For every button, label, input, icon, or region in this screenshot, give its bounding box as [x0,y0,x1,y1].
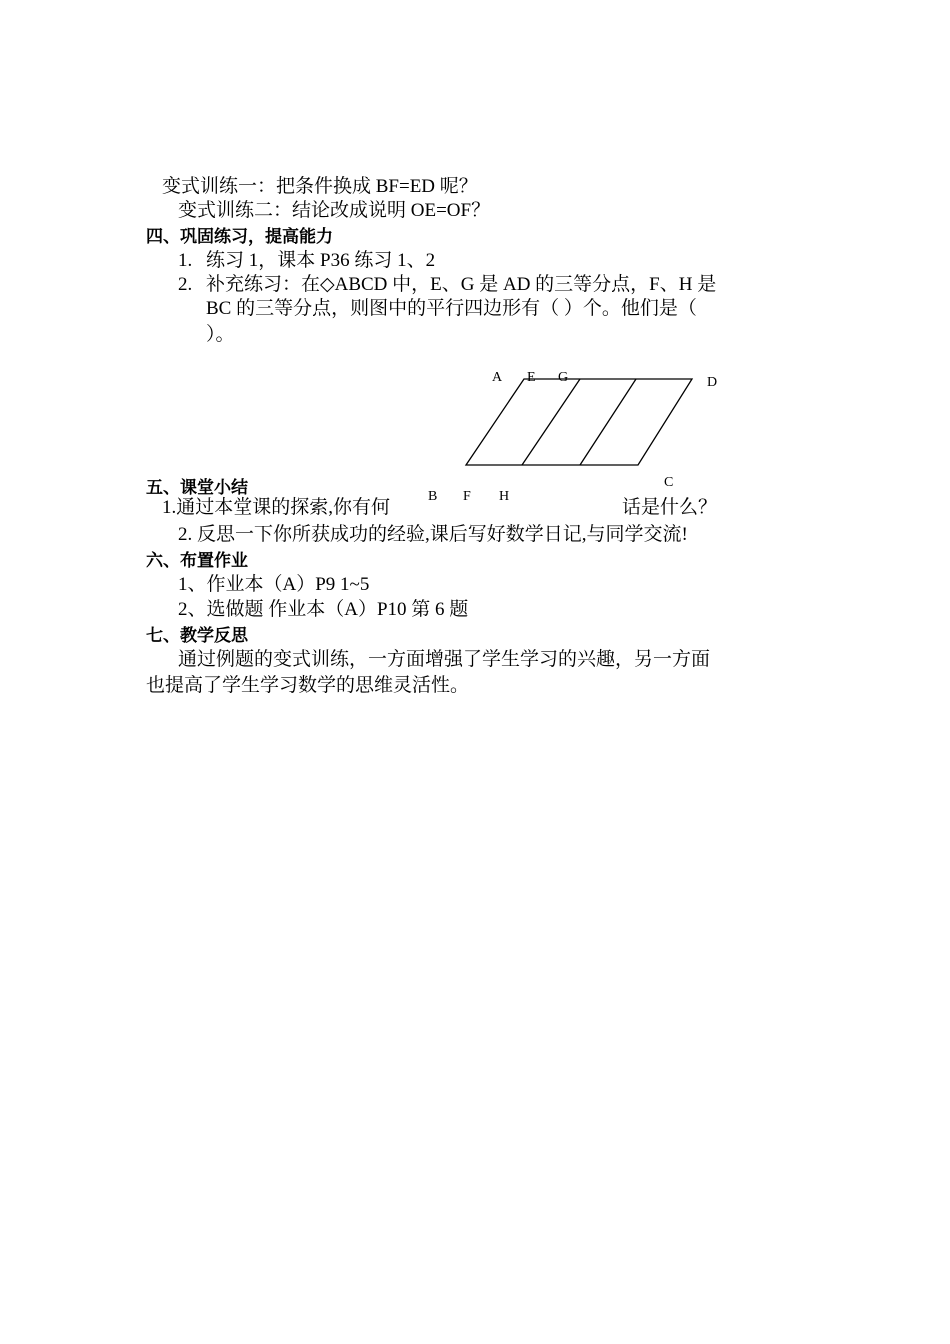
section-6-item-2: 2、选做题 作业本（A）P10 第 6 题 [178,599,469,620]
parallelogram-abcd [466,379,692,465]
label-c: C [664,475,674,490]
section-5-item-1-end: 话是什么？ [622,497,718,518]
item-text: 补充练习：在◇ABCD 中，E、G 是 AD 的三等分点，F、H 是 [206,274,717,295]
section-5-heading: 五、课堂小结 [146,478,248,498]
section-7-heading: 七、教学反思 [146,626,248,646]
label-a: A [492,370,503,385]
section-4-item-2-line-3: ）。 [206,324,235,345]
segment-g-h [580,379,636,465]
section-7-line-2: 也提高了学生学习数学的思维灵活性。 [146,675,470,696]
section-6-heading: 六、布置作业 [146,551,248,571]
item-number: 1. [178,250,193,271]
section-6-item-1: 1、作业本（A）P9 1~5 [178,574,370,595]
label-f: F [463,489,471,504]
section-4-item-2-line-2: BC 的三等分点，则图中的平行四边形有（ ）个。他们是（ [206,298,697,319]
item-number: 2. [178,274,193,295]
label-h: H [499,489,510,504]
section-4-heading: 四、巩固练习，提高能力 [146,227,333,247]
label-b: B [428,489,438,504]
section-5-item-1-start: 1.通过本堂课的探索,你有何 [162,497,391,518]
variant-exercise-1: 变式训练一：把条件换成 BF=ED 呢？ [162,176,478,197]
item-text: 练习 1，课本 P36 练习 1、2 [206,250,436,271]
label-d: D [707,375,718,390]
segment-e-f [522,379,580,465]
section-7-line-1: 通过例题的变式训练，一方面增强了学生学习的兴趣，另一方面 [178,649,711,670]
variant-exercise-2: 变式训练二：结论改成说明 OE=OF？ [178,200,491,221]
label-e: E [527,370,536,385]
label-g: G [558,370,569,385]
section-5-item-2: 2. 反思一下你所获成功的经验,课后写好数学日记,与同学交流! [178,524,688,545]
